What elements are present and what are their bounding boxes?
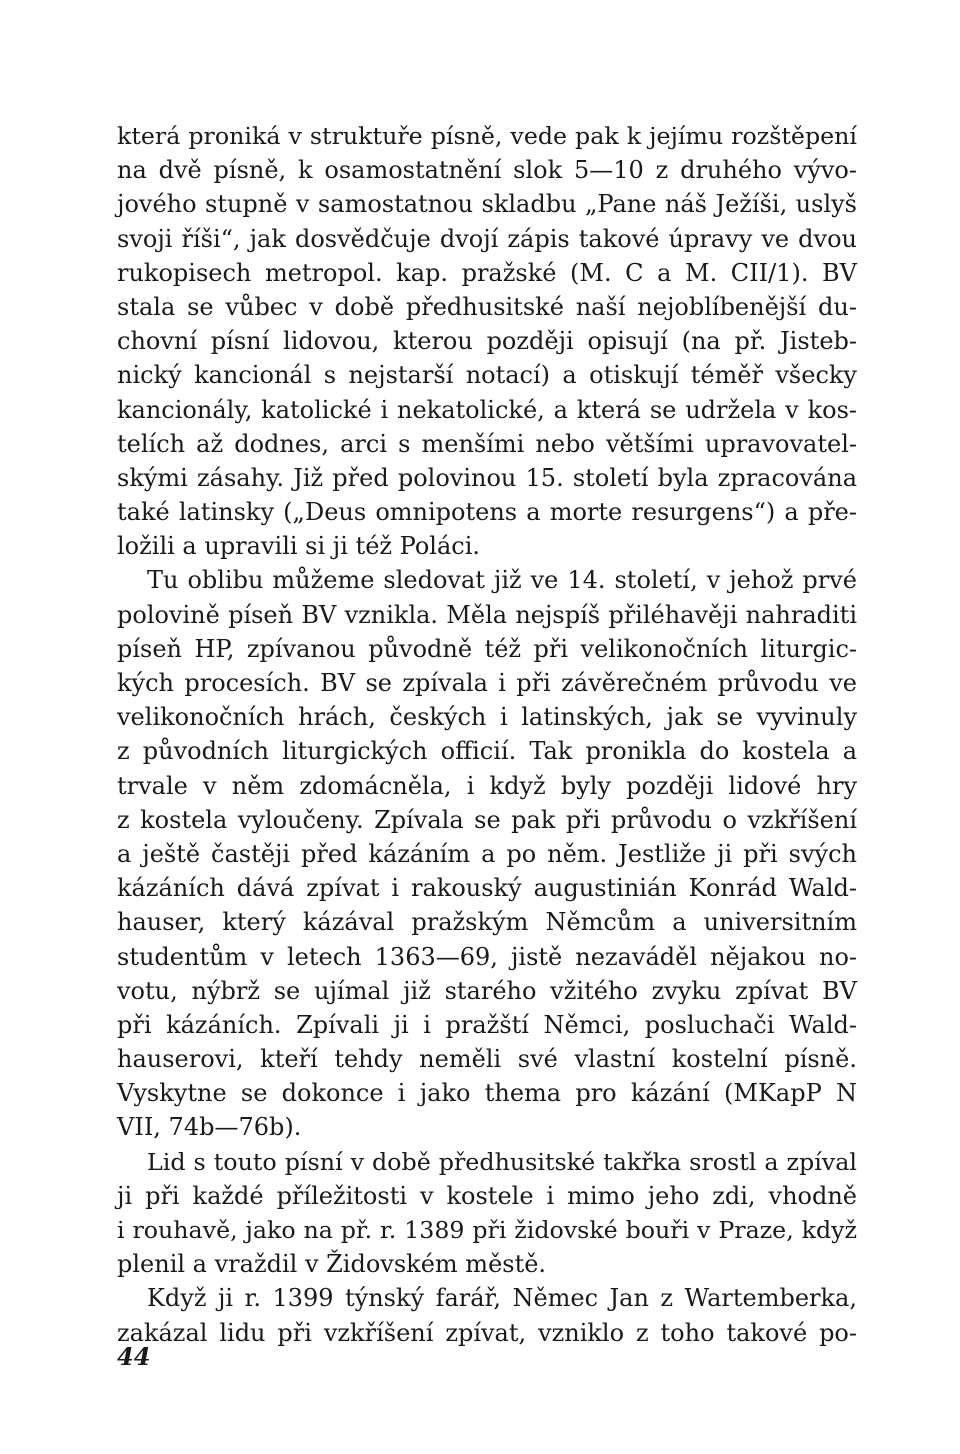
text-line: Vyskytne se dokonce i jako thema pro kázání (MKapP N <box>117 1079 857 1108</box>
text-line: nický kancionál s nejstarší notací) a otiskují téměř všecky <box>117 361 857 390</box>
text-line: ložili a upravili si ji též Poláci. <box>117 532 481 561</box>
text-line: a ještě častěji před kázáním a po něm. Jestliže ji při svých <box>117 839 857 868</box>
text-line: votu, nýbrž se ujímal již starého vžitého zvyku zpívat BV <box>117 976 857 1005</box>
text-line: rukopisech metropol. kap. pražské (M. C a M. CII/1). BV <box>117 258 857 287</box>
text-line: skými zásahy. Již před polovinou 15. století byla zpracována <box>117 463 857 492</box>
text-line: svoji říši“, jak dosvědčuje dvojí zápis takové úpravy ve dvou <box>117 224 857 253</box>
text-line: také latinsky („Deus omnipotens a morte resurgens“) a pře- <box>117 498 857 527</box>
text-line: jového stupně v samostatnou skladbu „Pane náš Ježíši, uslyš <box>117 190 857 219</box>
text-line: studentům v letech 1363—69, jistě nezaváděl nějakou no- <box>117 942 857 971</box>
text-line: polovině píseň BV vznikla. Měla nejspíš přiléhavěji nahraditi <box>117 600 857 629</box>
text-line: kých procesích. BV se zpívala i při závěrečném průvodu ve <box>117 669 857 697</box>
text-line: kancionály, katolické i nekatolické, a která se udržela v kos- <box>117 395 857 424</box>
text-line: která proniká v struktuře písně, vede pak k jejímu rozštěpení <box>117 122 857 150</box>
text-line: Tu oblibu můžeme sledovat již ve 14. století, v jehož prvé <box>147 566 857 595</box>
text-line: trvale v něm zdomácněla, i když byly později lidové hry <box>117 771 857 800</box>
text-line: při kázáních. Zpívali ji i pražští Němci, posluchači Wald- <box>117 1010 857 1039</box>
text-line: z kostela vyloučeny. Zpívala se pak při průvodu o vzkříšení <box>117 805 857 834</box>
text-line: hauserovi, kteří tehdy neměli své vlastní kostelní písně. <box>117 1045 857 1074</box>
text-line: velikonočních hrách, českých i latinských, jak se vyvinuly <box>117 703 857 732</box>
text-line: stala se vůbec v době předhusitské naší nejoblíbenější du- <box>117 292 857 321</box>
text-line: ji při každé příležitosti v kostele i mimo jeho zdi, vhodně <box>117 1181 857 1210</box>
body-text <box>117 119 857 1350</box>
text-line: kázáních dává zpívat i rakouský augustinián Konrád Wald- <box>117 874 857 903</box>
text-line: VII, 74b—76b). <box>117 1113 302 1142</box>
text-line: telích až dodnes, arci s menšími nebo většími upravovatel- <box>117 429 857 458</box>
text-line: i rouhavě, jako na př. r. 1389 při židovské bouři v Praze, když <box>117 1216 857 1244</box>
text-line: z původních liturgických officií. Tak pronikla do kostela a <box>117 737 857 766</box>
text-line: hauser, který kázával pražským Němcům a universitním <box>117 908 857 937</box>
text-line: zakázal lidu při vzkříšení zpívat, vzniklo z toho takové po- <box>117 1318 857 1347</box>
text-line: Lid s touto písní v době předhusitské takřka srostl a zpíval <box>147 1147 857 1176</box>
text-line: Když ji r. 1399 týnský farář, Němec Jan z Wartemberka, <box>147 1284 857 1313</box>
text-line: píseň HP, zpívanou původně též při velikonočních liturgic- <box>117 634 857 663</box>
text-line: na dvě písně, k osamostatnění slok 5—10 z druhého vývo- <box>117 156 857 185</box>
page-number: 44 <box>117 1342 151 1371</box>
text-line: plenil a vraždil v Židovském městě. <box>117 1250 547 1279</box>
text-line: chovní písní lidovou, kterou později opisují (na př. Jisteb- <box>117 327 857 356</box>
